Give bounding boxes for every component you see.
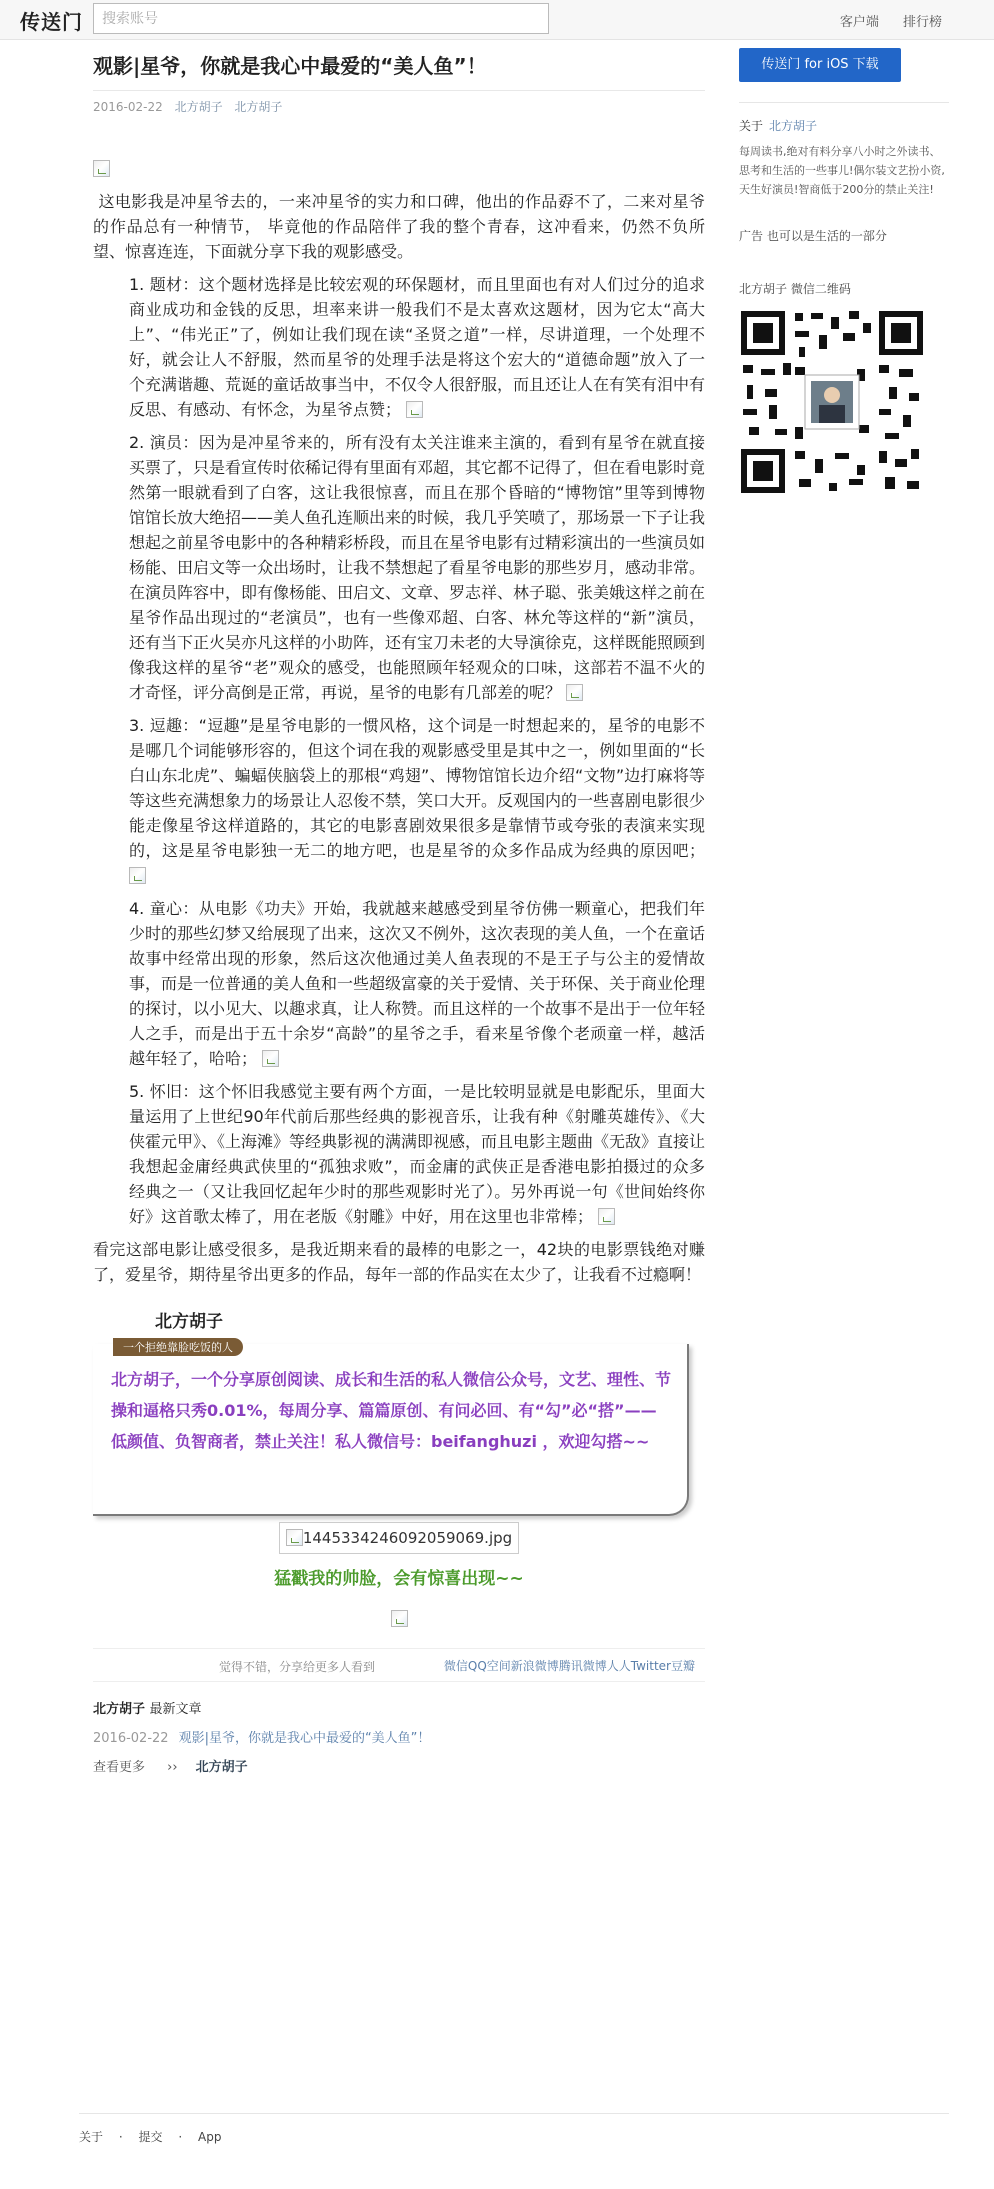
nav-client[interactable]: 客户端 <box>839 15 879 30</box>
share-label: 觉得不错，分享给更多人看到 <box>218 1660 375 1674</box>
ios-download-button[interactable]: 传送门 for iOS 下载 <box>739 48 901 82</box>
signature-name: 北方胡子 <box>155 1312 223 1332</box>
broken-image-icon <box>286 1529 303 1546</box>
signature-tag: 一个拒绝靠脸吃饭的人 <box>113 1338 243 1356</box>
signature-text: 北方胡子，一个分享原创阅读、成长和生活的私人微信公众号，文艺、理性、节操和逼格只秀0.01%，每周分享、篇篇原创、有问必回、有“勾”必“搭”——低颜值、负智商者，禁止关注！私人微信号：beifanghuzi ，欢迎勾搭~~ <box>111 1370 672 1451</box>
see-more-link[interactable]: 查看更多 <box>93 1760 146 1775</box>
broken-image-icon <box>598 1208 615 1225</box>
point-paragraph: 4. 童心：从电影《功夫》开始，我就越来越感受到星爷仿佛一颗童心，把我们年少时的那些幻梦又给展现了出来，这次又不例外，这次表现的美人鱼，一个在童话故事中经常出现的形象，然后这次他通过美人鱼表现的不是王子与公主的爱情故事，而是一位普通的美人鱼和一些超级富豪的关于爱情、关于环保、关于商业伦理的探讨，以小见大、以趣求真，让人称赞。而且这样的一个故事不是出于一位年轻人之手，而是出于五十余岁“高龄”的星爷之手，看来星爷像个老顽童一样，越活越年轻了，哈哈； <box>129 899 706 1068</box>
nav-ranking[interactable]: 排行榜 <box>902 15 942 30</box>
signature-card <box>93 1341 689 1516</box>
search-input[interactable] <box>93 3 549 34</box>
top-bar <box>0 0 994 40</box>
author-description: 每周读书,绝对有料分享八小时之外读书、思考和生活的一些事儿!偶尔装文艺扮小资,天生好演员!智商低于200分的禁止关注! <box>739 145 945 196</box>
list-item: 2016-02-22 观影|星爷，你就是我心中最爱的“美人鱼”！ <box>93 1731 431 1746</box>
point-paragraph: 3. 逗趣：“逗趣”是星爷电影的一惯风格，这个词是一时想起来的，星爷的电影不是哪几个词能够形容的，但这个词在我的观影感受里是其中之一，例如里面的“长白山东北虎”、蝙蝠侠脑袋上的那根“鸡翅”、博物馆馆长边介绍“文物”边打麻将等等这些充满想象力的场景让人忍俊不禁，笑口大开。反观国内的一些喜剧电影很少能走像星爷这样道路的，其它的电影喜剧效果很多是靠情节或夸张的表演来实现的，这是星爷电影独一无二的地方吧，也是星爷的众多作品成为经典的原因吧； <box>93 713 705 888</box>
ad-text: 广告 也可以是生活的一部分 <box>739 229 887 243</box>
author-link[interactable]: 北方胡子 <box>769 119 818 133</box>
sidebar <box>739 48 949 495</box>
see-more-row: 查看更多 ›› 北方胡子 <box>93 1760 248 1775</box>
point-paragraph: 5. 怀旧：这个怀旧我感觉主要有两个方面，一是比较明显就是电影配乐，里面大量运用了上世纪90年代前后那些经典的影视音乐，让我有种《射雕英雄传》、《大侠霍元甲》、《上海滩》等经典影视的满满即视感，而且电影主题曲《无敌》直接让我想起金庸经典武侠里的“孤独求败”，而金庸的武侠正是香港电影拍摄过的众多经典之一（又让我回忆起年少时的那些观影时光了）。另外再说一句《世间始终你好》这首歌太棒了，用在老版《射雕》中好，用在这里也非常棒； <box>129 1082 706 1226</box>
site-logo[interactable]: 传送门 <box>20 10 83 34</box>
footer-link-about[interactable]: 关于 <box>79 2130 104 2144</box>
qr-title: 北方胡子 微信二维码 <box>739 282 851 296</box>
footer-link-submit[interactable]: 提交 <box>138 2130 163 2144</box>
qr-code <box>739 309 925 495</box>
more-articles-heading: 北方胡子 最新文章 <box>93 1702 202 1717</box>
share-row <box>93 1648 705 1682</box>
article-date: 2016-02-22 <box>93 100 163 114</box>
author-link[interactable]: 北方胡子 <box>195 1760 248 1775</box>
article-body <box>93 156 705 1287</box>
broken-image-icon <box>406 401 423 418</box>
broken-image-icon <box>129 867 146 884</box>
author-link[interactable]: 北方胡子 <box>174 100 223 114</box>
point-paragraph: 2. 演员：因为是冲星爷来的，所有没有太关注谁来主演的，看到有星爷在就直接买票了，只是看宣传时依稀记得有里面有邓超，其它都不记得了，但在看电影时竟然第一眼就看到了白客，这让我很惊喜，而且在那个昏暗的“博物馆”里等到博物馆馆长放大绝招——美人鱼孔连顺出来的时候，我几乎笑喷了，那场景一下子让我想起之前星爷电影中的各种精彩桥段，而且在星爷电影有过精彩演出的一些演员如杨能、田启文等一众出场时，让我不禁想起了看星爷电影的那些岁月，感动非常。在演员阵容中，即有像杨能、田启文、文章、罗志祥、林子聪、张美娥这样之前在星爷作品出现过的“老演员”，也有一些像邓超、白客、林允等这样的“新”演员，还有当下正火吴亦凡这样的小助阵，还有宝刀未老的大导演徐克，这样既能照顾到像我这样的星爷“老”观众的感受，也能照顾年轻观众的口味，这部若不温不火的才奇怪，评分高倒是正常，再说，星爷的电影有几部差的呢？ <box>129 433 706 702</box>
point-paragraph: 1. 题材：这个题材选择是比较宏观的环保题材，而且里面也有对人们过分的追求商业成功和金钱的反思，坦率来讲一般我们不是太喜欢这题材，因为它太“高大上”、“伟光正”了，例如让我们现在读“圣贤之道”一样，尽讲道理，一个处理不好，就会让人不舒服，然而星爷的处理手法是将这个宏大的“道德命题”放入了一个充满谐趣、荒诞的童话故事当中，不仅令人很舒服，而且还让人在有笑有泪中有反思、有感动、有怀念，为星爷点赞； <box>129 275 706 419</box>
article-title: 观影|星爷，你就是我心中最爱的“美人鱼”！ <box>93 51 705 91</box>
sidebar-about: 关于 北方胡子 <box>739 119 818 133</box>
broken-image-icon <box>93 160 110 177</box>
article-link[interactable]: 观影|星爷，你就是我心中最爱的“美人鱼”！ <box>178 1731 431 1746</box>
share-links[interactable]: 微信QQ空间新浪微博腾讯微博人人Twitter豆瓣 <box>443 1659 695 1673</box>
broken-image-icon <box>262 1050 279 1067</box>
author-link[interactable]: 北方胡子 <box>234 100 283 114</box>
article-column <box>93 40 705 1775</box>
top-nav <box>820 11 942 30</box>
broken-image-icon <box>391 1610 408 1627</box>
image-placeholder[interactable]: 1445334246092059069.jpg <box>279 1522 519 1554</box>
more-articles <box>93 1698 705 1775</box>
qr-code-icon <box>739 309 925 495</box>
article-meta <box>93 98 705 116</box>
broken-image-icon <box>566 684 583 701</box>
intro-paragraph: 这电影我是冲星爷去的，一来冲星爷的实力和口碑，他出的作品孬不了，二来对星爷的作品总有一种情节， 毕竟他的作品陪伴了我的整个青春，这冲看来，仍然不负所望、惊喜连连，下面就分享下我的观影感受。 <box>93 192 705 261</box>
tease-text: 猛戳我的帅脸，会有惊喜出现~~ <box>274 1569 524 1589</box>
outro-paragraph: 看完这部电影让感受很多，是我近期来看的最棒的电影之一，42块的电影票钱绝对赚了，爱星爷，期待星爷出更多的作品，每年一部的作品实在太少了，让我看不过瘾啊！ <box>93 1240 705 1284</box>
footer-link-app[interactable]: App <box>198 2130 222 2144</box>
footer: 关于 · 提交 · App <box>79 2130 222 2144</box>
